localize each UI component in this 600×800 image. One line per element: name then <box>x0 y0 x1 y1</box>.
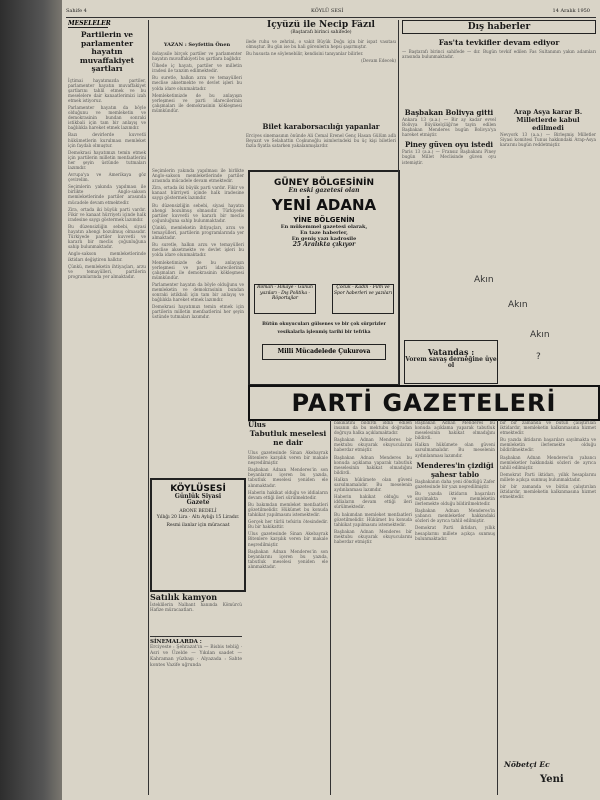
handwritten-note: Akın <box>474 275 494 285</box>
issue-date: 14 Aralık 1950 <box>552 8 590 14</box>
article-menderes: Başbakan Adnan Menderes bu konuda açıklama yaparak tabutluk meselesinin hakikat olmadığını bildirdi. Halkın hükümete olan güveni sarsılmamalıdır. Bu meselenin aydınlanması lazımdır. Menderes'in çizdiği şahesr tablo Başbakanın daha yeni döndüğü Zafer gazetesinde bir yazı neşredilmiştir. Bu yazıda iktidarın başarıları sayılmakta ve memleketin ilerlemekte olduğu bildirilmektedir. Başbakan Adnan Menderes'in yabancı memleketler hakkındaki sözleri de ayrıca tahlil edilmiştir. Demokrat Parti iktidarı, yıllık hesaplarını millete açıkça sunmuş bulunmaktadır. <box>415 420 495 541</box>
koylusesi-box: KÖYLÜSESİ Günlük Siyasi Gazete ABONE BEDELİ Yıllığı 20 Lira · Altı Aylığı 15 Liradır. Resmi ilanlar için müracaat <box>150 478 246 592</box>
column-divider <box>148 20 149 795</box>
binding-edge <box>0 0 62 800</box>
column-continuation: Seçimlerin yakında yapılması ile birlikte Anglo-sakson memleketlerinde partiler arasında mücadele devam etmektedir. Zira, ortada iki büyük parti vardır. Fikir ve kanaat hürriyeti içinde halk iradesine saygı göstermek lazımdır. Bu düzensizliğin sebebi, siyasi hayatın ahengi bozulmuş olmasıdır. Türkiyede partiler kuvvetli ve kararlı bir meclis çoğunluğuna sahip bulunmaktadır. Çünkü, memleketin ihtiyaçları, arzu ve temayülleri, partilerin programlarında yer almaktadır. Bu suretle, halkın arzu ve temayülleri meclise aksetmekte ve devlet işleri bu yolda idare olunmaktadır. Memleketimizde de bu anlayışın yerleşmesi ve parti idarecilerinin çalışmaları ile demokrasinin kökleşmesi mümkündür. Parlamenter hayatın da böyle olduğunu ve memleketin ve demokrasinin bundan sonraki istikbali için tam bir anlayış ve bağlılıkla hareket etmek lazımdır. Demokrasi hayatımızı temin etmek için partilerin milletin menfaatlerini her şeyin üstünde tutmaları lazımdır. <box>152 168 244 320</box>
handwritten-note: Akın <box>508 300 528 310</box>
parti-gazeteleri-banner: PARTİ GAZETELERİ <box>248 385 600 421</box>
yeni-adana-ad: GÜNEY BÖLGESİNİN En eski gazetesi olan YENİ ADANA YİNE BÖLGENİN En mükemmel gazetesi olarak, En taze haberler, En geniş yazı kadrosile 25 Aralıkta çıkıyor Roman - Hikâye - Günün yazıları - Dış Politika - Röportajlar Çocuk - Kadın - Film ve Spor haberleri ve yazıları Bütün okuyucuları gülsenes ve bir çok sürprizler vesikalarla işlenmiş tarihi bir tefrika Milli Mücadelede Çukurova <box>248 170 400 386</box>
section-title: Dış haberler <box>402 20 596 34</box>
article-body: İçtimai hayatımızda partiler, parlamenter hayatın muvaffakiyet şartlarını tahlil etmek ve bu meselelere dair kanaatlerimizi izah etmek istiyoruz. Parlamenter hayatın da böyle olduğunu ve memleketin ve demokrasinin bundan sonraki istikbali için tam bir anlayış ve bağlılıkla hareket etmek lazımdır. Bazı devirlerde kuvvetli hükümetlerin kurulması memleket için faydalı olmuştur. Demokrasi hayatımızı temin etmek için partilerin milletin menfaatlerini her şeyin üstünde tutmaları lazımdır. Avrupa'ya ve Amerikaya göz çevirelim. Seçimlerin yakında yapılması ile birlikte Anglo-sakson memleketlerinde partiler arasında mücadele devam etmektedir. Zira, ortada iki büyük parti vardır. Fikir ve kanaat hürriyeti içinde halk iradesine saygı göstermek lazımdır. Bu düzensizliğin sebebi, siyasi hayatın ahengi bozulmuş olmasıdır. Türkiyede partiler kuvvetli ve kararlı bir meclis çoğunluğuna sahip bulunmaktadır. Anglo-sakson memleketlerinde iktidarı değiştiren halktır. Çünkü, memleketin ihtiyaçları, arzu ve temayülleri, partilerin programlarında yer almaktadır. <box>68 77 146 279</box>
column-divider <box>497 420 498 795</box>
dis-haberler: Dış haberler Fas'ta tevkifler devam ediyor — Baştarafı birinci sahifede — dır. Bugün tevkif edilen Fas Sultanının yakın adamları arasında bulunmaktadır. Başbakan Bolivya gitti Ankara 13 (a.a.) — Bir ay kadar evvel Bolivya Büyükelçiliği'ne tayin edilen Başbakan Menderes bugün Bolivya'ya hareket etmiştir. Piney güven oyu istedi Paris 13 (a.a.) — Fransız Başbakanı Piney bugün Millet Meclisinde güven oyu istemiştir. Arap Asya karar B. Milletlerde kabul edilmedi Nevyork 13 (a.a.) — Birleşmiş Milletler Siyasi komitesi Tunus hakkındaki Arap-Asya kararını bugün reddetmiştir. Vatandaş : Vorem savaş derneğine üye ol <box>402 20 596 390</box>
page-number: Sahife 4 <box>66 8 87 14</box>
handwritten-note: ? <box>536 352 541 362</box>
satilik-kamyon-ad: Satılık kamyon İsteklilerin Nalbant hanında Kömürcü Hafize müracaatları. <box>150 592 242 613</box>
article-continued: bakikatini bildirdi iddia edilen insanın da bu mektubu doğrudan doğruya halka açıklamaktadır. Başbakan Adnan Menderes bir mektubu okuyarak okuyucularını haberdar etmiştir. Başbakan Adnan Menderes bu konuda açıklama yaparak tabutluk meselesinin hakikat olmadığını bildirdi. Halkın hükümete olan güveni sarsılmamalıdır. Bu meselenin aydınlanması lazımdır. Haberin hakikat olduğu ve iddiaların devam ettiği ileri sürülmektedir. Bu bakımdan memleket menfaatleri gözetilmelidir. Hükümet bu konuda tahkikat yapılmasını istemektedir. Başbakan Adnan Menderes bir mektubu okuyarak okuyucularını haberdar etmiştir. <box>334 420 412 544</box>
article-title: Bilet karaborsacılığı yapanlar <box>262 122 380 131</box>
paper-name: KÖYLÜ SESİ <box>311 8 344 14</box>
page-header <box>66 6 596 16</box>
byline: YAZAN : Seyfettin Önen <box>163 42 231 48</box>
sinema-listing: SİNEMALARDA : Erciyeste : Şehrazat'ın — Bisbis tebliğ · Asri ve Üzelde — Yıkılan saadet — Kahraman yüzbaşı · Alyazada : Sahte kontes Vazife uğrunda <box>150 636 242 797</box>
article-bilet: Bilet karaborsacılığı yapanlar Erciyes sinemasının önünde Ali Cemal Erenel Genç Hasan Gülüm adlı Beyazıt ve Selahattin Coşkunoğlu isimlerindeki bu üç kişi biletleri fazla fiyatla satarken yakalanmışlardır. <box>246 122 396 149</box>
vatandas-box: Vatandaş : Vorem savaş derneğine üye ol <box>404 340 498 384</box>
header-rule <box>66 17 596 18</box>
section-label: MESELELER <box>68 20 111 27</box>
column-byline: YAZAN : Seyfettin Önen dolayısile birçok partiler ve parlamenter hayatın muvaffakiyeti bu şartlara bağlıdır. Ülkede iç hayatı, partiler ve milletin iradesi ile tanzim edilmektedir. Bu suretle, halkın arzu ve temayülleri meclise aksetmekte ve devlet işleri bu yolda idare olunmaktadır. Memleketimizde de bu anlayışın yerleşmesi ve parti idarecilerinin çalışmaları ile demokrasinin kökleşmesi mümkündür. <box>152 42 242 113</box>
column-divider <box>398 20 399 385</box>
column-meseleler <box>68 20 146 795</box>
article-ulus: Ulus Tabutluk meselesi ne dair Ulus gazetesinde Sinan Akebayrak Bitenlere karşılık veren bir makale neşredilmiştir. Başbakan Adnan Menderes'in son beyanlarını içeren bu yazıda, tabutluk meselesi yeniden ele alınmaktadır. Haberin hakikat olduğu ve iddiaların devam ettiği ileri sürülmektedir. Bu bakımdan memleket menfaatleri gözetilmelidir. Hükümet bu konuda tahkikat yapılmasını istemektedir. Gerçek her türlü tefsirin ötesindedir. Bu bir hakikattir. Ulus gazetesinde Sinan Akebayrak Bitenlere karşılık veren bir makale neşredilmiştir. Başbakan Adnan Menderes'in son beyanlarını içeren bu yazıda, tabutluk meselesi yeniden ele alınmaktadır. <box>248 420 328 569</box>
article-title: İçyüzü ile Necip Fâzıl <box>267 20 375 30</box>
article-title: Partilerin ve parlamenter hayatın muvaffakiyet şartları <box>79 30 135 73</box>
handwritten-note: Akın <box>530 330 550 340</box>
article-right-column: bir bir zamanda ve bütün çalıştırılan iktidardır, memleketin kalkınmasına hizmet etmektedir. Bu yazıda iktidarın başarıları sayılmakta ve memleketin ilerlemekte olduğu bildirilmektedir. Başbakan Adnan Menderes'in yabancı memleketler hakkındaki sözleri de ayrıca tahlil edilmiştir. Demokrat Parti iktidarı, yıllık hesaplarını millete açıkça sunmuş bulunmaktadır. bir bir zamanda ve bütün çalıştırılan iktidardır, memleketin kalkınmasına hizmet etmektedir. Nöbetçi Ec Yeni <box>500 420 596 785</box>
article-necip-fazil: İçyüzü ile Necip Fâzıl (Baştarafı birinci sahifede) ilede ruhu ve zehrini, o vakit Büyük Doğu için bir ispat vasıtası olmuştur. Bu gün ise bu hali görenlerin hepsi şaşırmıştır. Bu hususta ne söylenebilir, kendisini tanıyanlar bilirler. (Devam Edecek) <box>246 20 396 64</box>
column-divider <box>330 420 331 795</box>
